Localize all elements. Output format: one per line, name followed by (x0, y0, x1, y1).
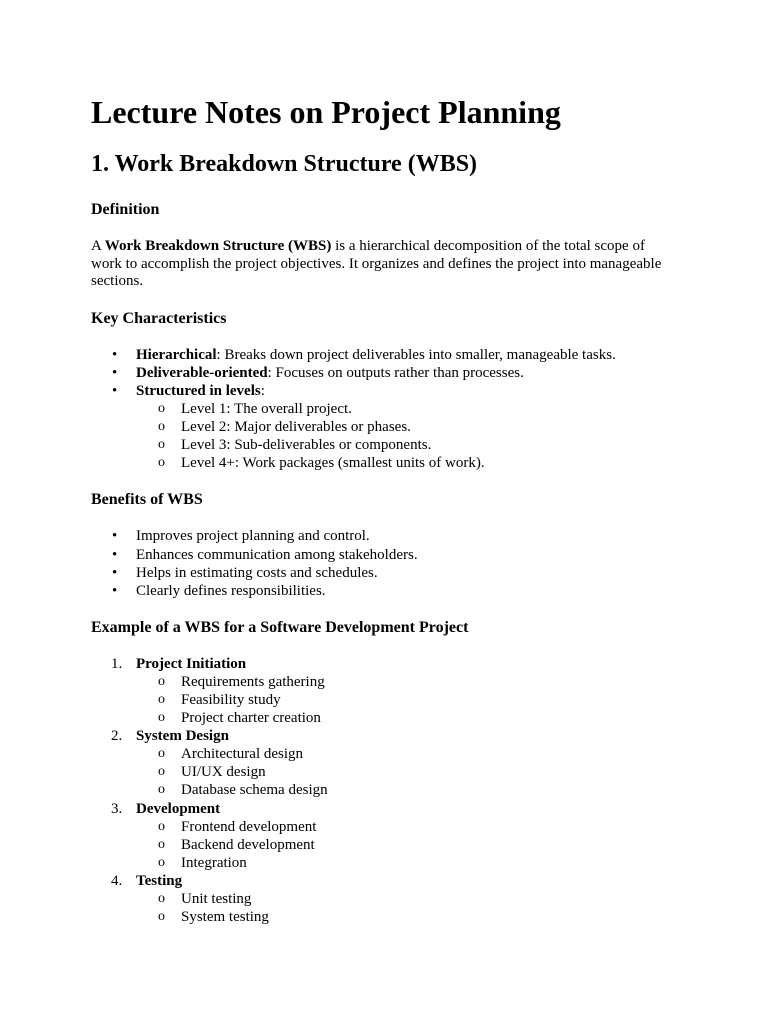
benefit-text: Enhances communication among stakeholders. (136, 546, 418, 563)
definition-paragraph (91, 238, 671, 291)
definition-text-body: is a hierarchical decomposition of the total scope of work to accomplish the project objectives. It organizes and defines the project into manageable sections. (91, 238, 662, 290)
sub-bullet-icon: o (158, 437, 165, 453)
task-item (136, 836, 671, 854)
characteristic-term: Structured in levels (136, 382, 261, 399)
phase-number: 3. (111, 800, 123, 817)
phase-task-list (136, 890, 671, 926)
sub-bullet-icon: o (158, 818, 165, 834)
sub-bullet-icon: o (158, 455, 165, 471)
key-characteristics-heading: Key Characteristics (91, 309, 227, 327)
phase-task-list (136, 818, 671, 872)
key-characteristics-list (91, 346, 671, 473)
benefit-text: Helps in estimating costs and schedules. (136, 564, 378, 581)
list-item (91, 564, 671, 582)
phase-name: Testing (136, 872, 183, 889)
sub-list-item (91, 436, 671, 454)
task-text: Backend development (181, 836, 315, 853)
sub-bullet-icon: o (158, 836, 165, 852)
task-item (136, 908, 671, 926)
task-item (136, 854, 671, 872)
list-item (91, 346, 671, 364)
sub-bullet-icon: o (158, 692, 165, 707)
sub-bullet-icon: o (158, 909, 165, 925)
list-item (91, 364, 671, 382)
sub-bullet-icon: o (158, 419, 165, 435)
characteristic-term: Hierarchical (136, 346, 217, 363)
list-item (91, 582, 671, 600)
document-page (91, 92, 671, 926)
task-item (136, 818, 671, 836)
phase-item (91, 727, 671, 799)
benefits-list (91, 527, 671, 599)
phase-number: 1. (111, 655, 123, 672)
bullet-icon: • (112, 528, 118, 545)
characteristic-desc: : Focuses on outputs rather than processes. (267, 364, 524, 381)
sub-bullet-icon: o (158, 891, 165, 907)
phase-number: 2. (111, 728, 123, 745)
definition-text-lead: A (91, 238, 105, 254)
level-text: Level 4+: Work packages (smallest units of work). (181, 455, 485, 472)
level-text: Level 3: Sub-deliverables or components. (181, 437, 432, 454)
sub-bullet-icon: o (158, 673, 165, 689)
sub-bullet-icon: o (158, 746, 165, 762)
bullet-icon: • (112, 582, 118, 599)
task-item (136, 709, 671, 727)
bullet-icon: • (112, 364, 118, 381)
task-text: Requirements gathering (181, 673, 325, 690)
page-title: Lecture Notes on Project Planning (91, 94, 561, 130)
list-item (91, 546, 671, 564)
sub-list-item (91, 418, 671, 436)
task-text: UI/UX design (181, 764, 266, 781)
phase-task-list (136, 673, 671, 727)
example-heading: Example of a WBS for a Software Development Project (91, 618, 469, 636)
task-item (136, 781, 671, 799)
task-item (136, 691, 671, 709)
benefit-text: Clearly defines responsibilities. (136, 582, 326, 599)
phase-item (91, 655, 671, 727)
task-text: System testing (181, 909, 269, 926)
bullet-icon: • (112, 546, 118, 563)
sub-bullet-icon: o (158, 782, 165, 798)
characteristic-desc: : Breaks down project deliverables into smaller, manageable tasks. (216, 346, 616, 363)
characteristic-desc: : (260, 382, 265, 399)
task-item (136, 673, 671, 691)
phase-item (91, 872, 671, 926)
task-text: Integration (181, 854, 247, 871)
task-item (136, 745, 671, 763)
bullet-icon: • (112, 346, 118, 363)
sub-bullet-icon: o (158, 764, 165, 780)
list-item (91, 382, 671, 400)
bullet-icon: • (112, 382, 118, 399)
benefit-text: Improves project planning and control. (136, 528, 370, 545)
phase-item (91, 800, 671, 872)
task-item (136, 890, 671, 908)
bullet-icon: • (112, 564, 118, 581)
phase-task-list (136, 745, 671, 799)
task-text: Frontend development (181, 818, 317, 835)
benefits-heading: Benefits of WBS (91, 491, 203, 509)
task-text: Unit testing (181, 891, 252, 908)
section-heading-wbs: 1. Work Breakdown Structure (WBS) (91, 151, 478, 177)
sub-bullet-icon: o (158, 401, 165, 417)
sub-list-item (91, 454, 671, 472)
task-text: Project charter creation (181, 710, 321, 727)
sub-list-item (91, 400, 671, 418)
task-text: Database schema design (181, 782, 328, 799)
level-text: Level 1: The overall project. (181, 401, 352, 418)
phase-number: 4. (111, 872, 123, 889)
task-text: Architectural design (181, 746, 304, 763)
phase-name: Project Initiation (136, 655, 247, 672)
level-text: Level 2: Major deliverables or phases. (181, 419, 411, 436)
example-wbs-list (91, 655, 671, 926)
definition-heading: Definition (91, 201, 160, 218)
sub-bullet-icon: o (158, 854, 165, 870)
task-text: Feasibility study (181, 692, 281, 708)
task-item (136, 763, 671, 781)
definition-term: Work Breakdown Structure (WBS) (104, 238, 332, 254)
phase-name: System Design (136, 728, 229, 745)
phase-name: Development (136, 800, 221, 817)
sub-bullet-icon: o (158, 710, 165, 726)
characteristic-term: Deliverable-oriented (136, 364, 268, 381)
list-item (91, 527, 671, 545)
